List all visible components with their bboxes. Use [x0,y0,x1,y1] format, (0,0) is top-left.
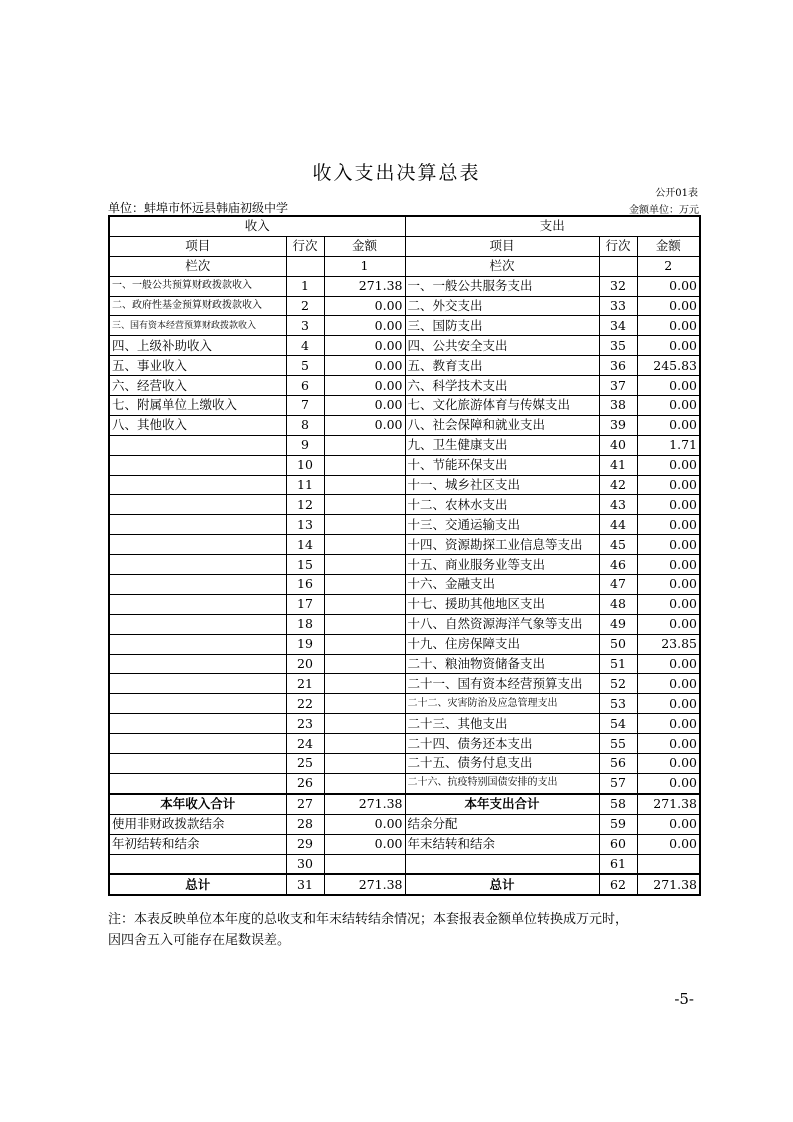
expense-amount-cell: 0.00 [637,455,700,475]
expense-item-cell: 十九、住房保障支出 [405,634,599,654]
table-row [109,495,700,515]
income-amount-cell: 271.38 [324,874,405,895]
expense-line-cell: 33 [599,296,637,316]
expense-amount-cell: 0.00 [637,376,700,396]
income-line-cell: 8 [286,415,324,435]
expense-amount-cell: 0.00 [637,834,700,854]
expense-line-cell: 57 [599,773,637,793]
expense-line-cell: 45 [599,535,637,555]
income-item-cell: 三、国有资本经营预算财政拨款收入 [109,316,286,336]
income-amount-cell [324,694,405,714]
income-col-label: 栏次 [109,256,286,276]
income-line-cell: 6 [286,376,324,396]
expense-item-cell: 二十四、债务还本支出 [405,734,599,754]
expense-item-cell: 本年支出合计 [405,794,599,814]
income-amount-cell: 0.00 [324,396,405,416]
income-item-cell [109,495,286,515]
form-number: 公开01表 [655,188,698,199]
footnote-line-2: 因四舍五入可能存在尾数误差。 [108,933,291,948]
expense-item-cell: 十八、自然资源海洋气象等支出 [405,614,599,634]
expense-amount-cell: 0.00 [637,495,700,515]
expense-amount-cell: 23.85 [637,634,700,654]
income-line-cell: 25 [286,754,324,774]
income-line-cell: 26 [286,773,324,793]
income-line-cell: 11 [286,475,324,495]
table-row [109,714,700,734]
expense-item-cell: 二十二、灾害防治及应急管理支出 [405,694,599,714]
table-row [109,415,700,435]
expense-header: 支出 [405,216,700,236]
expense-amount-cell: 0.00 [637,734,700,754]
income-item-cell [109,455,286,475]
column-header-row [109,236,700,256]
empty-cell [286,256,324,276]
expense-line-cell: 42 [599,475,637,495]
expense-amount-header: 金额 [637,236,700,256]
income-item-cell [109,634,286,654]
expense-amount-cell [637,854,700,874]
income-line-cell: 24 [286,734,324,754]
income-line-cell: 15 [286,555,324,575]
expense-line-cell: 36 [599,356,637,376]
income-amount-cell [324,555,405,575]
expense-amount-cell: 0.00 [637,276,700,296]
expense-amount-cell: 0.00 [637,535,700,555]
income-item-cell [109,734,286,754]
income-header: 收入 [109,216,405,236]
expense-item-cell: 二十五、债务付息支出 [405,754,599,774]
empty-cell [599,256,637,276]
income-line-cell: 22 [286,694,324,714]
expense-line-cell: 48 [599,594,637,614]
expense-amount-cell: 0.00 [637,396,700,416]
expense-item-cell: 十三、交通运输支出 [405,515,599,535]
income-item-cell: 六、经营收入 [109,376,286,396]
expense-line-cell: 41 [599,455,637,475]
income-item-cell [109,515,286,535]
expense-line-cell: 58 [599,794,637,814]
income-amount-cell [324,575,405,595]
expense-item-cell: 十二、农林水支出 [405,495,599,515]
expense-item-cell: 二十六、抗疫特别国债安排的支出 [405,773,599,793]
income-line-cell: 18 [286,614,324,634]
table-row [109,594,700,614]
income-line-cell: 14 [286,535,324,555]
income-line-cell: 12 [286,495,324,515]
income-item-cell [109,614,286,634]
expense-line-cell: 32 [599,276,637,296]
income-item-cell [109,694,286,714]
income-line-cell: 13 [286,515,324,535]
income-amount-cell [324,475,405,495]
income-amount-cell: 271.38 [324,276,405,296]
column-index-row [109,256,700,276]
table-row [109,614,700,634]
income-amount-cell [324,674,405,694]
expense-amount-cell: 245.83 [637,356,700,376]
expense-item-cell: 结余分配 [405,814,599,834]
table-row [109,814,700,834]
expense-line-cell: 62 [599,874,637,895]
income-line-cell: 23 [286,714,324,734]
expense-amount-cell: 0.00 [637,754,700,774]
expense-amount-cell: 0.00 [637,415,700,435]
expense-line-cell: 55 [599,734,637,754]
income-amount-cell [324,773,405,793]
income-amount-cell: 0.00 [324,316,405,336]
table-row [109,356,700,376]
expense-line-cell: 43 [599,495,637,515]
expense-line-cell: 53 [599,694,637,714]
expense-amount-cell: 0.00 [637,296,700,316]
income-line-cell: 28 [286,814,324,834]
income-item-cell: 使用非财政拨款结余 [109,814,286,834]
income-item-cell: 本年收入合计 [109,794,286,814]
expense-item-cell: 总计 [405,874,599,895]
expense-line-cell: 39 [599,415,637,435]
expense-item-cell: 五、教育支出 [405,356,599,376]
income-col-index: 1 [324,256,405,276]
income-line-cell: 27 [286,794,324,814]
expense-item-cell: 二十一、国有资本经营预算支出 [405,674,599,694]
income-item-cell [109,674,286,694]
income-item-cell [109,535,286,555]
income-line-cell: 29 [286,834,324,854]
page-title: 收入支出决算总表 [312,162,481,184]
table-row [109,575,700,595]
expense-item-cell: 八、社会保障和就业支出 [405,415,599,435]
income-amount-cell: 0.00 [324,296,405,316]
expense-item-cell [405,854,599,874]
income-line-cell: 9 [286,435,324,455]
grand-total-row [109,874,700,895]
expense-amount-cell: 0.00 [637,714,700,734]
table-row [109,535,700,555]
table-row [109,634,700,654]
expense-line-cell: 40 [599,435,637,455]
income-amount-cell [324,714,405,734]
expense-item-cell: 七、文化旅游体育与传媒支出 [405,396,599,416]
table-row [109,694,700,714]
income-amount-cell [324,515,405,535]
income-line-cell: 21 [286,674,324,694]
section-header-row [109,216,700,236]
income-item-cell [109,754,286,774]
income-amount-header: 金额 [324,236,405,256]
income-line-cell: 10 [286,455,324,475]
income-amount-cell: 0.00 [324,376,405,396]
table-row [109,654,700,674]
income-amount-cell: 0.00 [324,415,405,435]
income-amount-cell: 0.00 [324,834,405,854]
expense-line-cell: 54 [599,714,637,734]
income-amount-cell [324,634,405,654]
table-row [109,674,700,694]
income-item-header: 项目 [109,236,286,256]
expense-amount-cell: 0.00 [637,814,700,834]
page-number: -5- [674,990,694,1008]
income-item-cell: 年初结转和结余 [109,834,286,854]
expense-item-cell: 十四、资源勘探工业信息等支出 [405,535,599,555]
income-item-cell [109,654,286,674]
income-amount-cell [324,594,405,614]
expense-col-index: 2 [637,256,700,276]
income-item-cell [109,594,286,614]
income-line-cell: 1 [286,276,324,296]
expense-line-cell: 47 [599,575,637,595]
income-item-cell: 二、政府性基金预算财政拨款收入 [109,296,286,316]
expense-item-cell: 二、外交支出 [405,296,599,316]
expense-item-cell: 十一、城乡社区支出 [405,475,599,495]
expense-line-cell: 51 [599,654,637,674]
income-line-cell: 5 [286,356,324,376]
income-line-header: 行次 [286,236,324,256]
income-item-cell [109,435,286,455]
footnote [108,909,708,951]
expense-line-cell: 56 [599,754,637,774]
expense-amount-cell: 0.00 [637,336,700,356]
expense-amount-cell: 271.38 [637,794,700,814]
income-item-cell: 四、上级补助收入 [109,336,286,356]
expense-line-cell: 34 [599,316,637,336]
expense-item-cell: 十七、援助其他地区支出 [405,594,599,614]
income-amount-cell [324,495,405,515]
income-amount-cell: 0.00 [324,336,405,356]
income-line-cell: 2 [286,296,324,316]
footnote-line-1: 注：本表反映单位本年度的总收支和年末结转结余情况；本套报表金额单位转换成万元时， [108,912,629,927]
expense-amount-cell: 0.00 [637,674,700,694]
table-row [109,336,700,356]
expense-line-cell: 61 [599,854,637,874]
expense-amount-cell: 0.00 [637,515,700,535]
income-item-cell [109,555,286,575]
expense-item-cell: 四、公共安全支出 [405,336,599,356]
expense-amount-cell: 0.00 [637,614,700,634]
expense-item-cell: 九、卫生健康支出 [405,435,599,455]
income-line-cell: 20 [286,654,324,674]
income-line-cell: 30 [286,854,324,874]
expense-line-cell: 35 [599,336,637,356]
expense-amount-cell: 0.00 [637,594,700,614]
year-total-row [109,794,700,814]
income-item-cell [109,773,286,793]
expense-col-label: 栏次 [405,256,599,276]
table-row [109,734,700,754]
income-amount-cell [324,455,405,475]
income-item-cell: 五、事业收入 [109,356,286,376]
expense-amount-cell: 271.38 [637,874,700,895]
expense-amount-cell: 0.00 [637,694,700,714]
table-row [109,376,700,396]
income-amount-cell [324,754,405,774]
expense-amount-cell: 1.71 [637,435,700,455]
income-item-cell: 一、一般公共预算财政拨款收入 [109,276,286,296]
expense-item-cell: 十五、商业服务业等支出 [405,555,599,575]
expense-amount-cell: 0.00 [637,475,700,495]
income-item-cell [109,854,286,874]
table-row [109,455,700,475]
income-amount-cell: 271.38 [324,794,405,814]
expense-item-cell: 三、国防支出 [405,316,599,336]
expense-item-cell: 六、科学技术支出 [405,376,599,396]
income-amount-cell [324,734,405,754]
income-line-cell: 7 [286,396,324,416]
income-line-cell: 3 [286,316,324,336]
expense-item-cell: 十六、金融支出 [405,575,599,595]
income-item-cell: 七、附属单位上缴收入 [109,396,286,416]
expense-item-cell: 一、一般公共服务支出 [405,276,599,296]
expense-line-cell: 46 [599,555,637,575]
expense-line-cell: 50 [599,634,637,654]
expense-line-cell: 59 [599,814,637,834]
table-row [109,515,700,535]
expense-item-cell: 二十三、其他支出 [405,714,599,734]
expense-item-cell: 二十、粮油物资储备支出 [405,654,599,674]
expense-line-cell: 52 [599,674,637,694]
expense-item-cell: 年末结转和结余 [405,834,599,854]
expense-line-cell: 38 [599,396,637,416]
income-line-cell: 17 [286,594,324,614]
expense-amount-cell: 0.00 [637,316,700,336]
table-row [109,316,700,336]
income-amount-cell [324,435,405,455]
expense-item-cell: 十、节能环保支出 [405,455,599,475]
table-row [109,396,700,416]
table-row [109,435,700,455]
amount-unit: 金额单位：万元 [629,205,699,216]
income-item-cell: 八、其他收入 [109,415,286,435]
income-amount-cell [324,654,405,674]
expense-line-cell: 37 [599,376,637,396]
expense-line-cell: 49 [599,614,637,634]
expense-amount-cell: 0.00 [637,575,700,595]
income-item-cell [109,714,286,734]
expense-line-header: 行次 [599,236,637,256]
income-item-cell: 总计 [109,874,286,895]
table-row [109,834,700,854]
table-row [109,773,700,793]
income-item-cell [109,575,286,595]
income-expense-table [108,215,701,896]
income-line-cell: 16 [286,575,324,595]
expense-item-header: 项目 [405,236,599,256]
income-amount-cell [324,854,405,874]
table-row [109,555,700,575]
income-item-cell [109,475,286,495]
expense-amount-cell: 0.00 [637,555,700,575]
income-amount-cell [324,614,405,634]
expense-line-cell: 60 [599,834,637,854]
unit-name: 单位：蚌埠市怀远县韩庙初级中学 [108,201,289,215]
income-line-cell: 31 [286,874,324,895]
income-line-cell: 4 [286,336,324,356]
expense-amount-cell: 0.00 [637,773,700,793]
table-row [109,276,700,296]
expense-amount-cell: 0.00 [637,654,700,674]
income-amount-cell: 0.00 [324,356,405,376]
table-row [109,296,700,316]
table-row [109,754,700,774]
income-amount-cell [324,535,405,555]
expense-line-cell: 44 [599,515,637,535]
income-amount-cell: 0.00 [324,814,405,834]
table-row [109,475,700,495]
table-row [109,854,700,874]
income-line-cell: 19 [286,634,324,654]
